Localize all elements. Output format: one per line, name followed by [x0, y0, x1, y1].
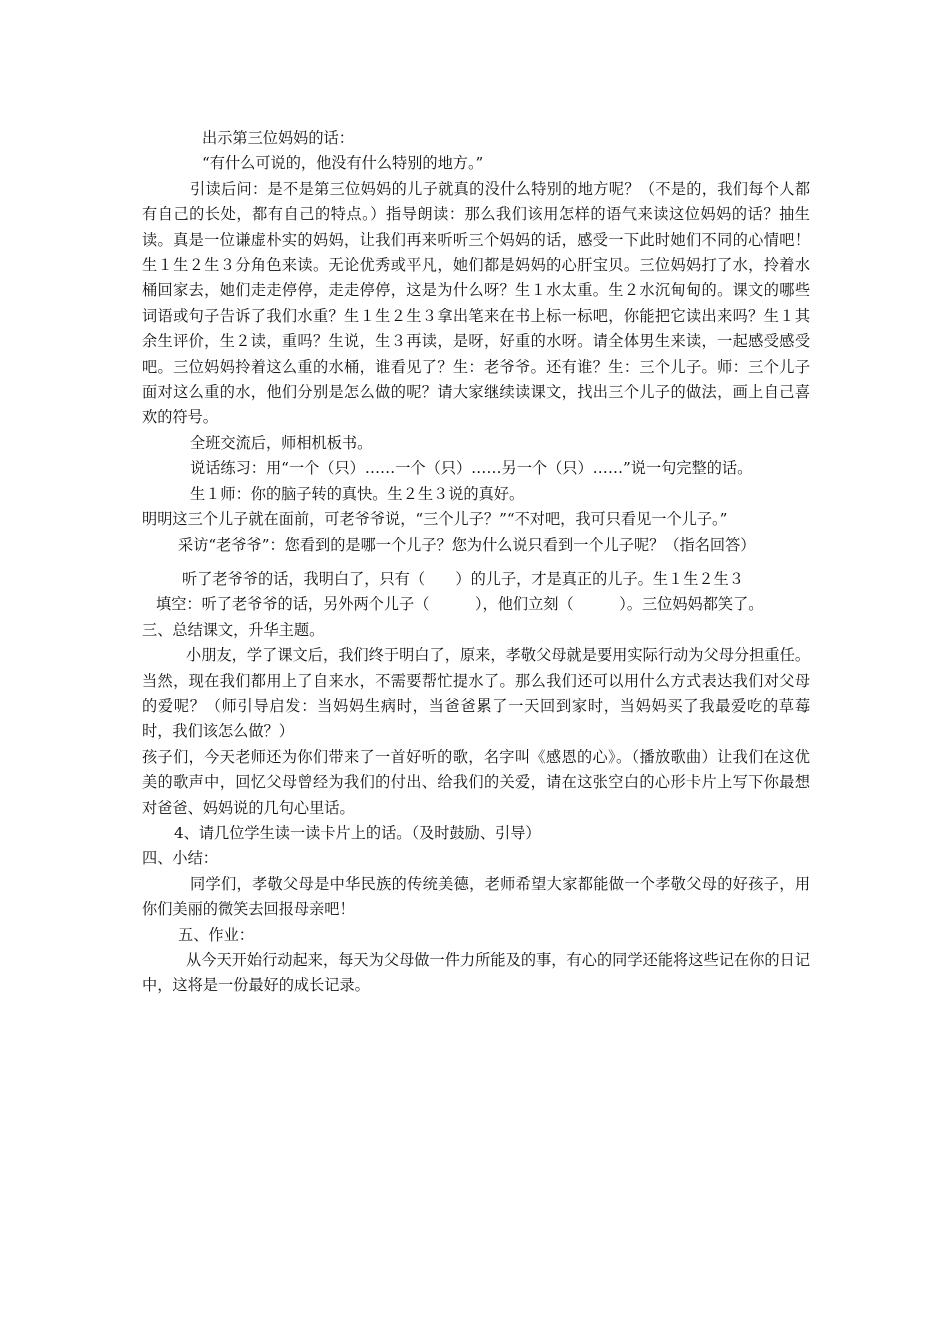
quote-line: “有什么可说的，他没有什么特别的地方。”	[202, 154, 484, 173]
document-page	[142, 126, 810, 999]
text-line: 出示第三位妈妈的话：	[202, 129, 354, 147]
text-line: 生１师：你的脑子转的真快。生２生３说的真好。	[190, 484, 525, 503]
paragraph: 采访“老爷爷”：您看到的是哪一个儿子？您为什么说只看到一个儿子呢？（指名回答）	[178, 535, 756, 554]
paragraph: 孩子们，今天老师还为你们带来了一首好听的歌，名字叫《感恩的心》。（播放歌曲）让我们在这优美的歌声中，回忆父母曾经为我们的付出、给我们的关爱，请在这张空白的心形卡片上写下你最想对爸爸、妈妈说的几句心里话。	[142, 747, 810, 817]
paragraph: 从今天开始行动起来，每天为父母做一件力所能及的事，有心的同学还能将这些记在你的日记中，这将是一份最好的成长记录。	[142, 951, 810, 995]
text-line: 听了老爷爷的话，我明白了，只有（ ）的儿子，才是真正的儿子。生１生２生３	[182, 569, 744, 588]
section-heading: 三、总结课文，升华主题。	[142, 620, 325, 639]
text-line: 4、请几位学生读一读卡片上的话。（及时鼓励、引导）	[174, 823, 541, 842]
paragraph: 小朋友，学了课文后，我们终于明白了，原来，孝敬父母就是要用实际行动为父母分担重任。当然，现在我们都用上了自来水，不需要帮忙提水了。那么我们还可以用什么方式表达我们对父母的爱呢？（师引导启发：当妈妈生病时，当爸爸累了一天回到家时，当妈妈买了我最爱吃的草莓时，我们该怎么做？）	[142, 646, 810, 741]
section-heading: 五、作业：	[178, 925, 254, 944]
section-heading: 四、小结：	[142, 849, 218, 868]
paragraph: 同学们，孝敬父母是中华民族的传统美德，老师希望大家都能做一个孝敬父母的好孩子，用你们美丽的微笑去回报母亲吧！	[142, 874, 810, 919]
text-line: 说话练习：用“一个（只）……一个（只）……另一个（只）……”说一句完整的话。	[190, 459, 753, 478]
paragraph: 明明这三个儿子就在面前，可老爷爷说，“三个儿子？”“不对吧，我可只看见一个儿子。”	[142, 510, 728, 529]
paragraph: 引读后问：是不是第三位妈妈的儿子就真的没什么特别的地方呢？（不是的，我们每个人都有自己的长处，都有自己的特点。）指导朗读：那么我们该用怎样的语气来读这位妈妈的话？抽生读。真是一位谦虚朴实的妈妈，让我们再来听听三个妈妈的话，感受一下此时她们不同的心情吧！生１生２生３分角色来读。无论优秀或平凡，她们都是妈妈的心肝宝贝。三位妈妈打了水，拎着水桶回家去，她们走走停停，走走停停，这是为什么呀？生１水太重。生２水沉甸甸的。课文的哪些词语或句子告诉了我们水重？生１生２生３拿出笔来在书上标一标吧，你能把它读出来吗？生１其余生评价，生２读，重吗？生说，生３再读，是呀，好重的水呀。请全体男生来读，一起感受感受吧。三位妈妈拎着这么重的水桶，谁看见了？生：老爷爷。还有谁？生：三个儿子。师：三个儿子面对这么重的水，他们分别是怎么做的呢？请大家继续读课文，找出三个儿子的做法，画上自己喜欢的符号。	[142, 179, 810, 427]
text-line: 全班交流后，师相机板书。	[190, 433, 373, 452]
text-line: 填空：听了老爷爷的话，另外两个儿子（ ），他们立刻（ ）。三位妈妈都笑了。	[156, 595, 764, 614]
